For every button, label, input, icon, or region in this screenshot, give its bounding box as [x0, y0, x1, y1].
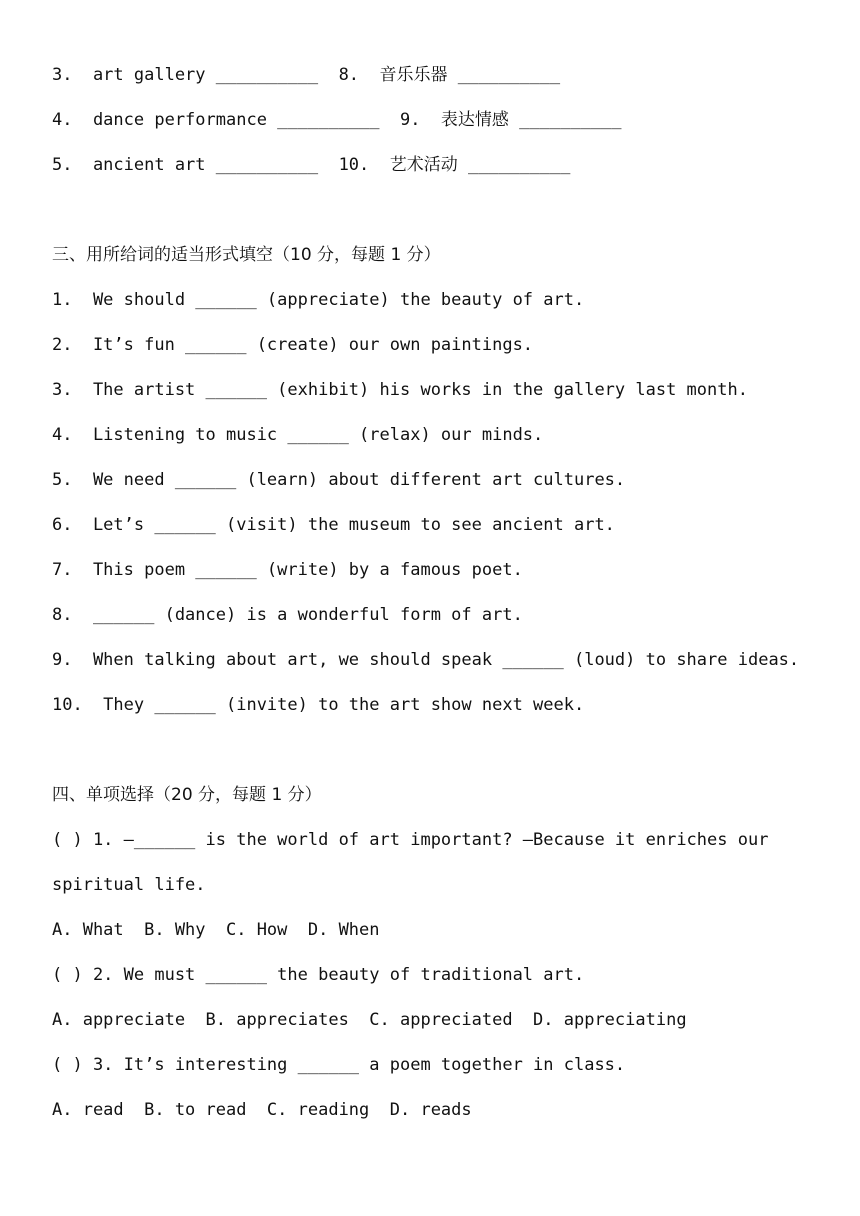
options-line: A. What B. Why C. How D. When: [52, 920, 380, 940]
question-line: ( ) 2. We must ______ the beauty of traditional art.: [52, 965, 585, 985]
question-line: 8. ______ (dance) is a wonderful form of art.: [52, 605, 523, 625]
section-heading: 四、单项选择（20 分，每题 1 分）: [52, 785, 322, 805]
question-line: ( ) 3. It’s interesting ______ a poem together in class.: [52, 1055, 626, 1075]
question-line: 5. We need ______ (learn) about different art cultures.: [52, 470, 626, 490]
question-line: 2. It’s fun ______ (create) our own paintings.: [52, 335, 534, 355]
question-line: 1. We should ______ (appreciate) the beauty of art.: [52, 290, 585, 310]
question-line: ( ) 1. —______ is the world of art important? —Because it enriches our: [52, 830, 769, 850]
options-line: A. appreciate B. appreciates C. appreciated D. appreciating: [52, 1010, 687, 1030]
vocab-line: 3. art gallery __________ 8. 音乐乐器 __________: [52, 65, 561, 85]
options-line: A. read B. to read C. reading D. reads: [52, 1100, 472, 1120]
vocab-line: 5. ancient art __________ 10. 艺术活动 __________: [52, 155, 571, 175]
question-line: 9. When talking about art, we should speak ______ (loud) to share ideas.: [52, 650, 800, 670]
question-line: 6. Let’s ______ (visit) the museum to see ancient art.: [52, 515, 615, 535]
question-line: 4. Listening to music ______ (relax) our minds.: [52, 425, 544, 445]
question-line: 7. This poem ______ (write) by a famous poet.: [52, 560, 523, 580]
vocab-line: 4. dance performance __________ 9. 表达情感 __________: [52, 110, 622, 130]
question-line: 3. The artist ______ (exhibit) his works in the gallery last month.: [52, 380, 748, 400]
question-line: spiritual life.: [52, 875, 206, 895]
question-line: 10. They ______ (invite) to the art show next week.: [52, 695, 585, 715]
section-heading: 三、用所给词的适当形式填空（10 分，每题 1 分）: [52, 245, 441, 265]
